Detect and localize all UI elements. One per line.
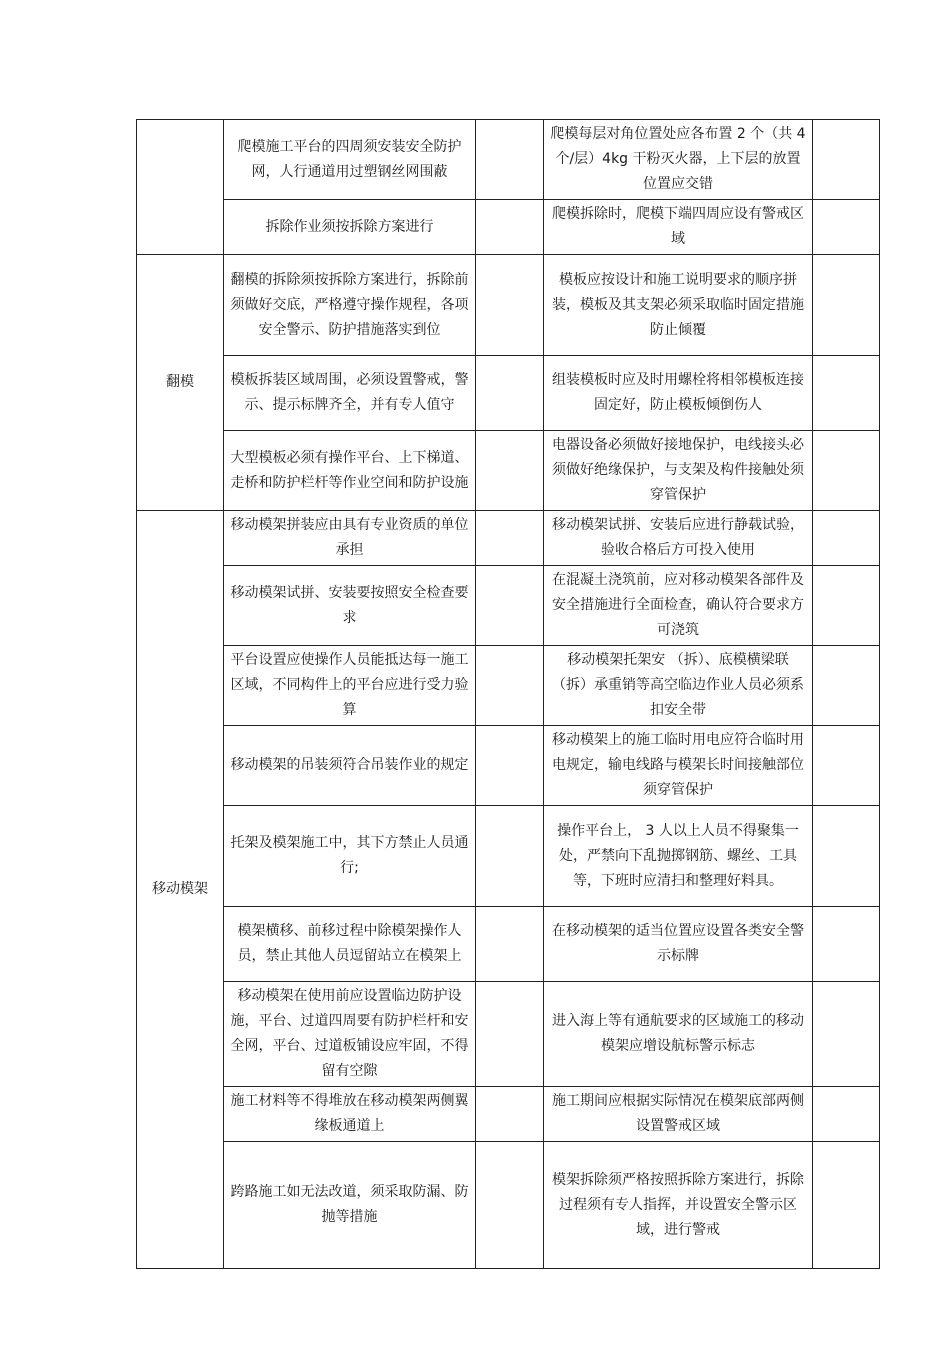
requirement-left: 跨路施工如无法改道，须采取防漏、防抛等措施	[224, 1142, 476, 1269]
requirement-right: 模板应按设计和施工说明要求的顺序拼装，模板及其支架必须采取临时固定措施防止倾覆	[544, 255, 813, 356]
table-row	[137, 431, 880, 511]
table-row	[137, 907, 880, 982]
table-row	[137, 200, 880, 255]
check-cell	[813, 1142, 880, 1269]
requirement-left: 翻模的拆除须按拆除方案进行，拆除前须做好交底，严格遵守操作规程，各项安全警示、防护措施落实到位	[224, 255, 476, 356]
requirement-left: 托架及模架施工中，其下方禁止人员通行;	[224, 806, 476, 907]
check-cell	[476, 982, 544, 1087]
table-row	[137, 806, 880, 907]
check-cell	[813, 726, 880, 806]
table-row	[137, 646, 880, 726]
requirement-left: 大型模板必须有操作平台、上下梯道、走桥和防护栏杆等作业空间和防护设施	[224, 431, 476, 511]
check-cell	[476, 120, 544, 200]
check-cell	[476, 255, 544, 356]
check-cell	[476, 431, 544, 511]
category-cell-formwork-flip: 翻模	[137, 255, 224, 511]
table-row	[137, 120, 880, 200]
table-row	[137, 566, 880, 646]
table-row	[137, 356, 880, 431]
category-cell-movable-scaffold: 移动模架	[137, 511, 224, 1269]
requirement-left: 移动模架试拼、安装要按照安全检查要求	[224, 566, 476, 646]
requirement-left: 爬模施工平台的四周须安装安全防护网，人行通道用过塑钢丝网围蔽	[224, 120, 476, 200]
requirement-right: 模架拆除须严格按照拆除方案进行，拆除过程须有专人指挥，并设置安全警示区域，进行警戒	[544, 1142, 813, 1269]
requirement-right: 移动模架托架安 （拆）、底模横梁联（拆）承重销等高空临边作业人员必须系扣安全带	[544, 646, 813, 726]
check-cell	[476, 356, 544, 431]
requirement-left: 移动模架的吊装须符合吊装作业的规定	[224, 726, 476, 806]
requirement-right: 进入海上等有通航要求的区域施工的移动模架应增设航标警示标志	[544, 982, 813, 1087]
requirement-right: 在混凝土浇筑前，应对移动模架各部件及安全措施进行全面检查，确认符合要求方可浇筑	[544, 566, 813, 646]
requirement-left: 平台设置应使操作人员能抵达每一施工区域，不同构件上的平台应进行受力验算	[224, 646, 476, 726]
check-cell	[813, 255, 880, 356]
check-cell	[476, 200, 544, 255]
requirement-right: 电器设备必须做好接地保护，电线接头必须做好绝缘保护，与支架及构件接触处须穿管保护	[544, 431, 813, 511]
requirement-right: 组装模板时应及时用螺栓将相邻模板连接固定好，防止模板倾倒伤人	[544, 356, 813, 431]
check-cell	[813, 646, 880, 726]
requirement-right: 移动模架上的施工临时用电应符合临时用电规定，输电线路与模架长时间接触部位须穿管保护	[544, 726, 813, 806]
check-cell	[476, 511, 544, 566]
check-cell	[813, 982, 880, 1087]
requirement-left: 拆除作业须按拆除方案进行	[224, 200, 476, 255]
requirement-right: 爬模拆除时，爬模下端四周应设有警戒区域	[544, 200, 813, 255]
category-cell-climbing	[137, 120, 224, 255]
requirement-right: 移动模架试拼、安装后应进行静载试验，验收合格后方可投入使用	[544, 511, 813, 566]
check-cell	[813, 200, 880, 255]
table-row	[137, 1087, 880, 1142]
check-cell	[476, 1142, 544, 1269]
requirement-right: 爬模每层对角位置处应各布置 2 个（共 4 个/层）4kg 干粉灭火器，上下层的放置位置应交错	[544, 120, 813, 200]
check-cell	[813, 511, 880, 566]
check-cell	[813, 1087, 880, 1142]
check-cell	[476, 726, 544, 806]
requirement-left: 移动模架拼装应由具有专业资质的单位承担	[224, 511, 476, 566]
check-cell	[476, 1087, 544, 1142]
check-cell	[476, 646, 544, 726]
requirement-right: 施工期间应根据实际情况在模架底部两侧设置警戒区域	[544, 1087, 813, 1142]
check-cell	[813, 566, 880, 646]
table-row	[137, 726, 880, 806]
requirement-left: 移动模架在使用前应设置临边防护设施，平台、过道四周要有防护栏杆和安全网，平台、过道板铺设应牢固，不得留有空隙	[224, 982, 476, 1087]
table-body	[137, 120, 880, 1269]
table-row	[137, 255, 880, 356]
requirement-left: 模架横移、前移过程中除模架操作人员，禁止其他人员逗留站立在模架上	[224, 907, 476, 982]
table-row	[137, 511, 880, 566]
requirement-right: 操作平台上， 3 人以上人员不得聚集一处，严禁向下乱抛掷钢筋、螺丝、工具等，下班时应清扫和整理好料具。	[544, 806, 813, 907]
check-cell	[476, 806, 544, 907]
check-cell	[813, 431, 880, 511]
check-cell	[476, 907, 544, 982]
check-cell	[813, 120, 880, 200]
table-row	[137, 982, 880, 1087]
check-cell	[813, 356, 880, 431]
table-row	[137, 1142, 880, 1269]
requirement-left: 模板拆装区域周围，必须设置警戒，警示、提示标牌齐全，并有专人值守	[224, 356, 476, 431]
requirement-right: 在移动模架的适当位置应设置各类安全警示标牌	[544, 907, 813, 982]
safety-requirements-table	[136, 119, 880, 1269]
check-cell	[813, 806, 880, 907]
check-cell	[813, 907, 880, 982]
requirement-left: 施工材料等不得堆放在移动模架两侧翼缘板通道上	[224, 1087, 476, 1142]
check-cell	[476, 566, 544, 646]
